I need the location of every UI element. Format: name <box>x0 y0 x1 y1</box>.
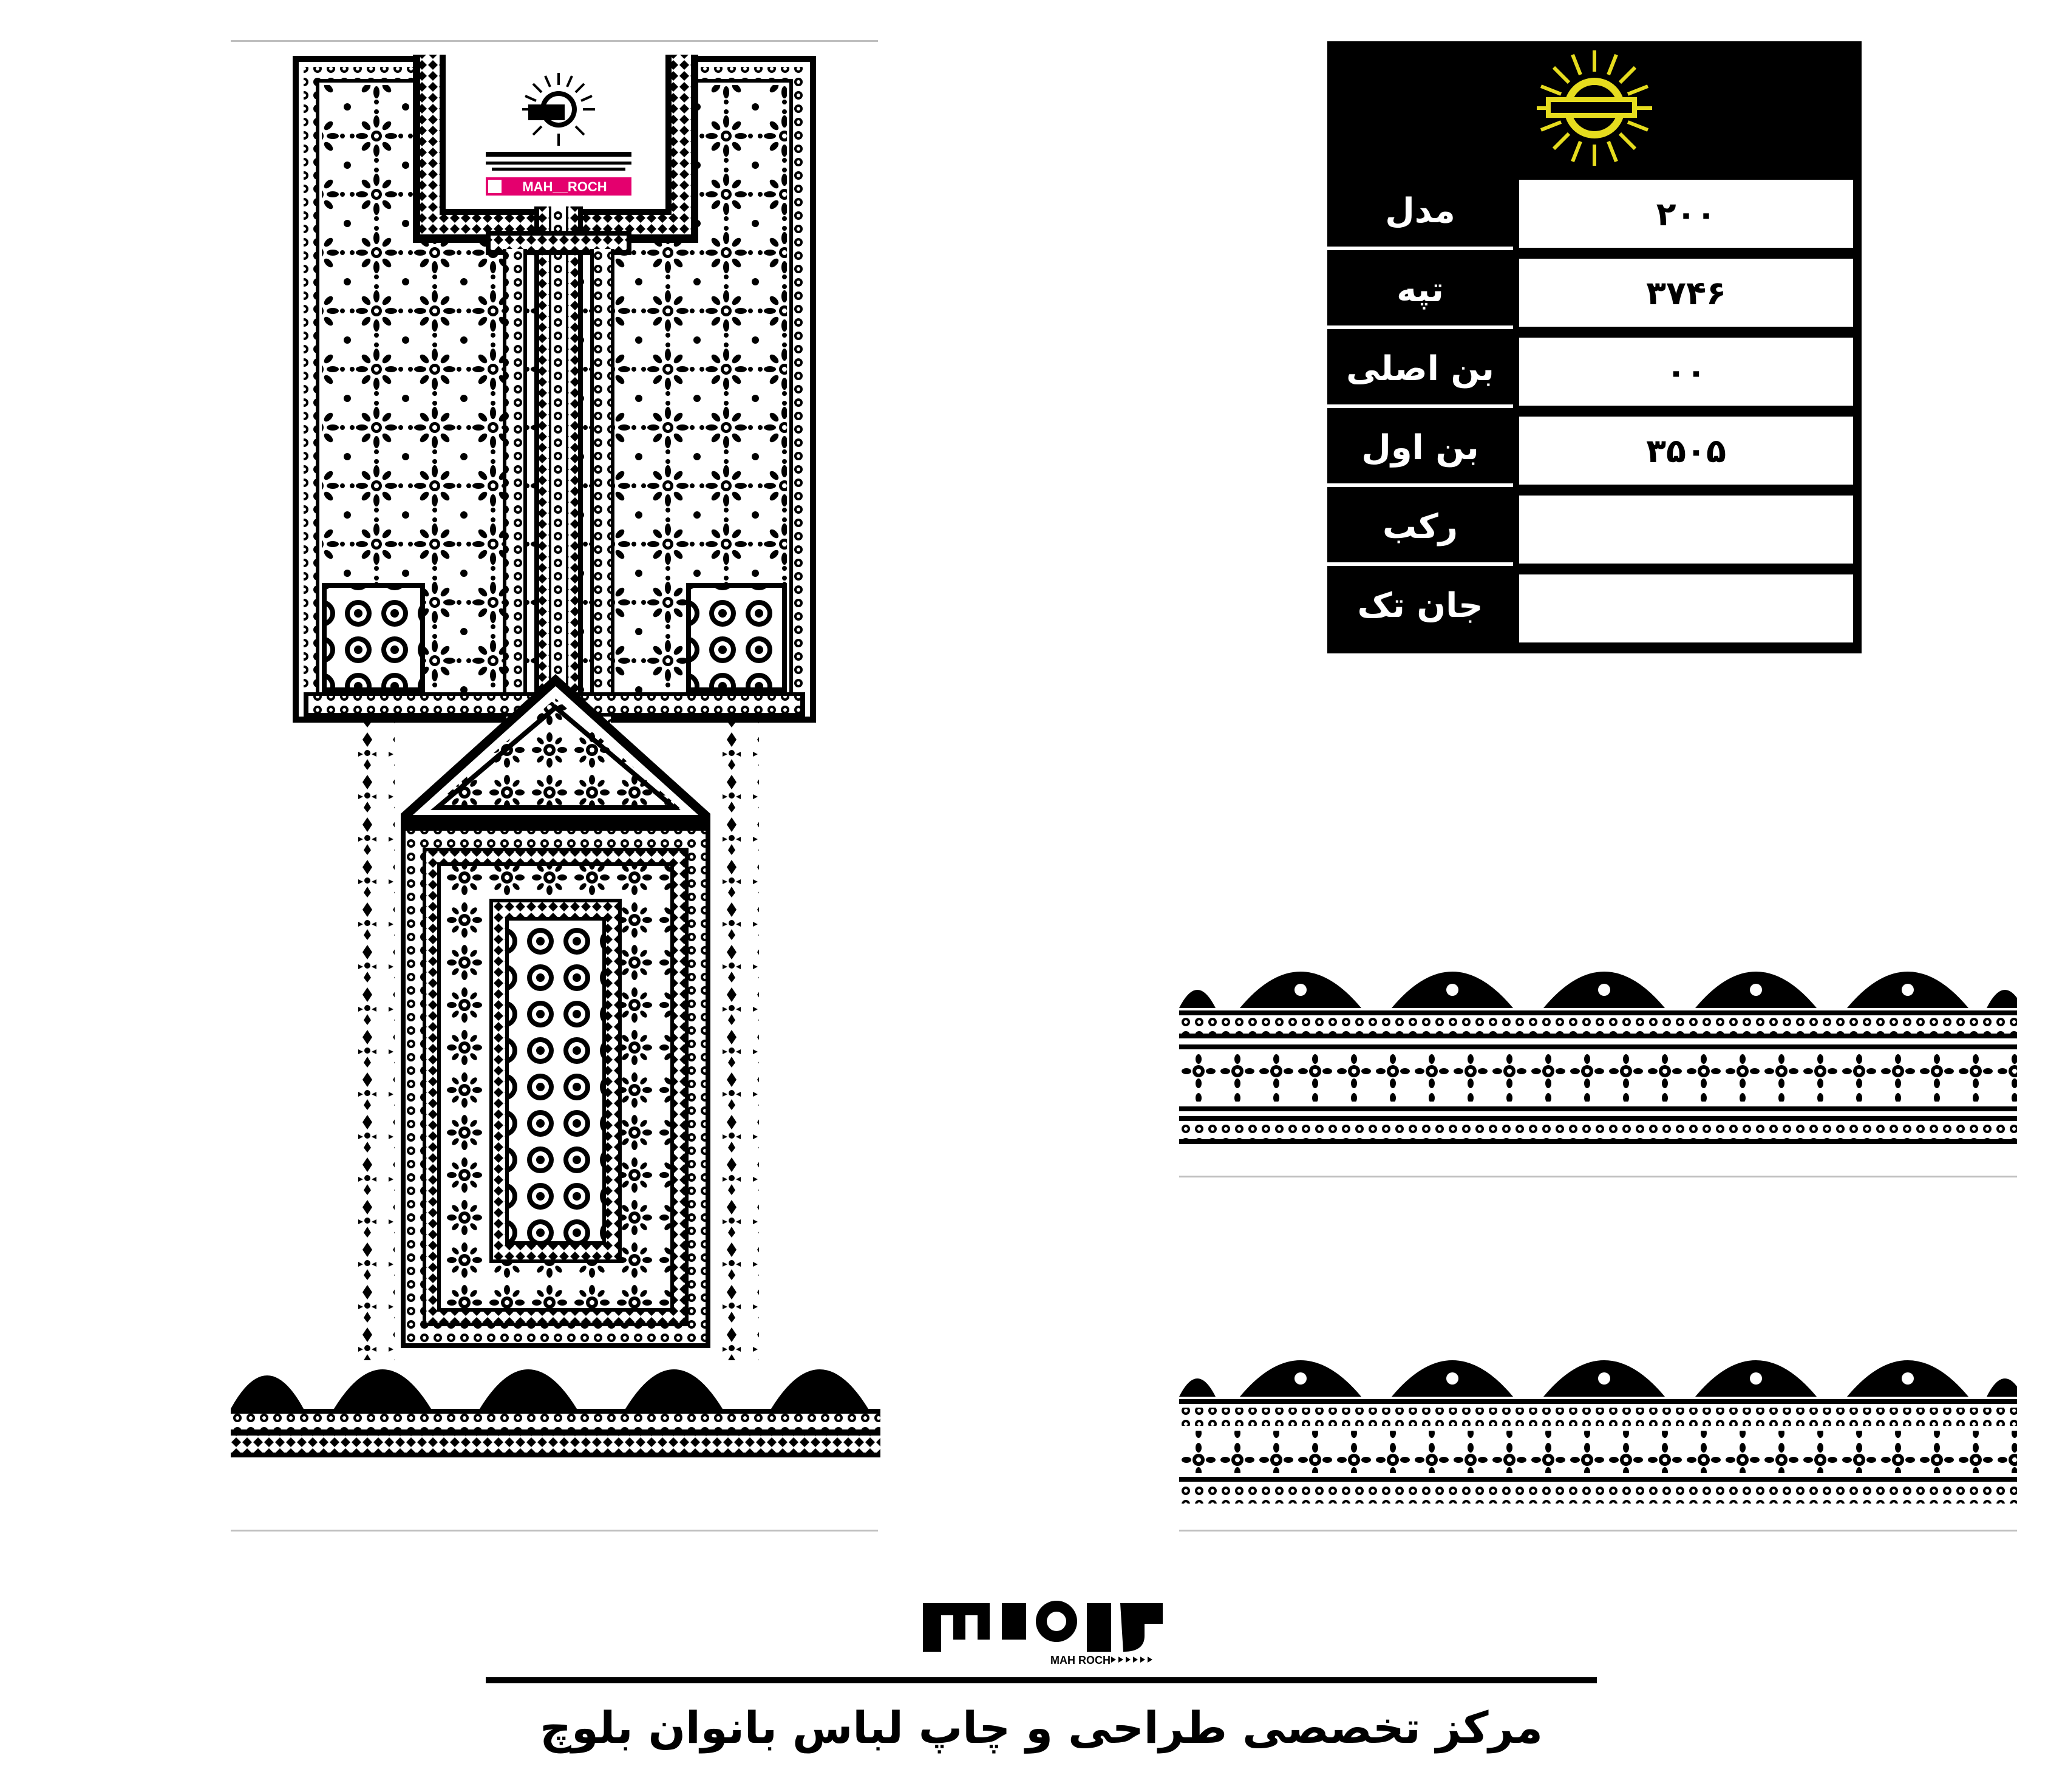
spec-label: رکب <box>1382 506 1458 547</box>
border-strip-upper <box>1179 935 2017 1160</box>
spec-value: ۲۰۰ <box>1519 180 1853 248</box>
border-strip-lower <box>1179 1324 2017 1512</box>
spec-label: بن اصلی <box>1346 349 1494 389</box>
spec-value: ۰۰ <box>1519 338 1853 406</box>
border-separator-line <box>1179 1176 2017 1177</box>
spec-label: جان تک <box>1357 585 1483 625</box>
svg-text:MAH ROCH: MAH ROCH <box>1050 1654 1111 1666</box>
spec-row-main-base <box>1327 333 1862 412</box>
spec-value: ۳۵۰۵ <box>1519 417 1853 485</box>
spec-table <box>1327 41 1862 653</box>
footer-tagline: مرکز تخصصی طراحی و چاپ لباس بانوان بلوچ <box>540 1702 1543 1753</box>
spec-value: ۳۷۴۶ <box>1519 259 1853 327</box>
spec-value <box>1519 496 1853 564</box>
brand-logo-icon <box>1327 41 1862 175</box>
spec-row-first-base <box>1327 412 1862 491</box>
panel-bottom-line-left <box>231 1530 878 1531</box>
spec-row-jantak <box>1327 570 1862 649</box>
spec-value <box>1519 574 1853 642</box>
footer-brand-logo-icon <box>911 1591 1172 1670</box>
spec-row-rekab <box>1327 491 1862 570</box>
spec-row-tappeh <box>1327 254 1862 333</box>
spec-label: تپه <box>1397 270 1444 310</box>
panel-bottom-line-right <box>1179 1530 2017 1531</box>
footer-divider <box>486 1677 1597 1683</box>
spec-row-model <box>1327 175 1862 254</box>
spec-label: بن اول <box>1361 428 1479 468</box>
svg-text:MAH__ROCH: MAH__ROCH <box>522 179 607 194</box>
panel-top-line <box>231 40 878 42</box>
spec-label: مدل <box>1385 191 1455 231</box>
dress-front-pattern <box>231 49 880 1470</box>
